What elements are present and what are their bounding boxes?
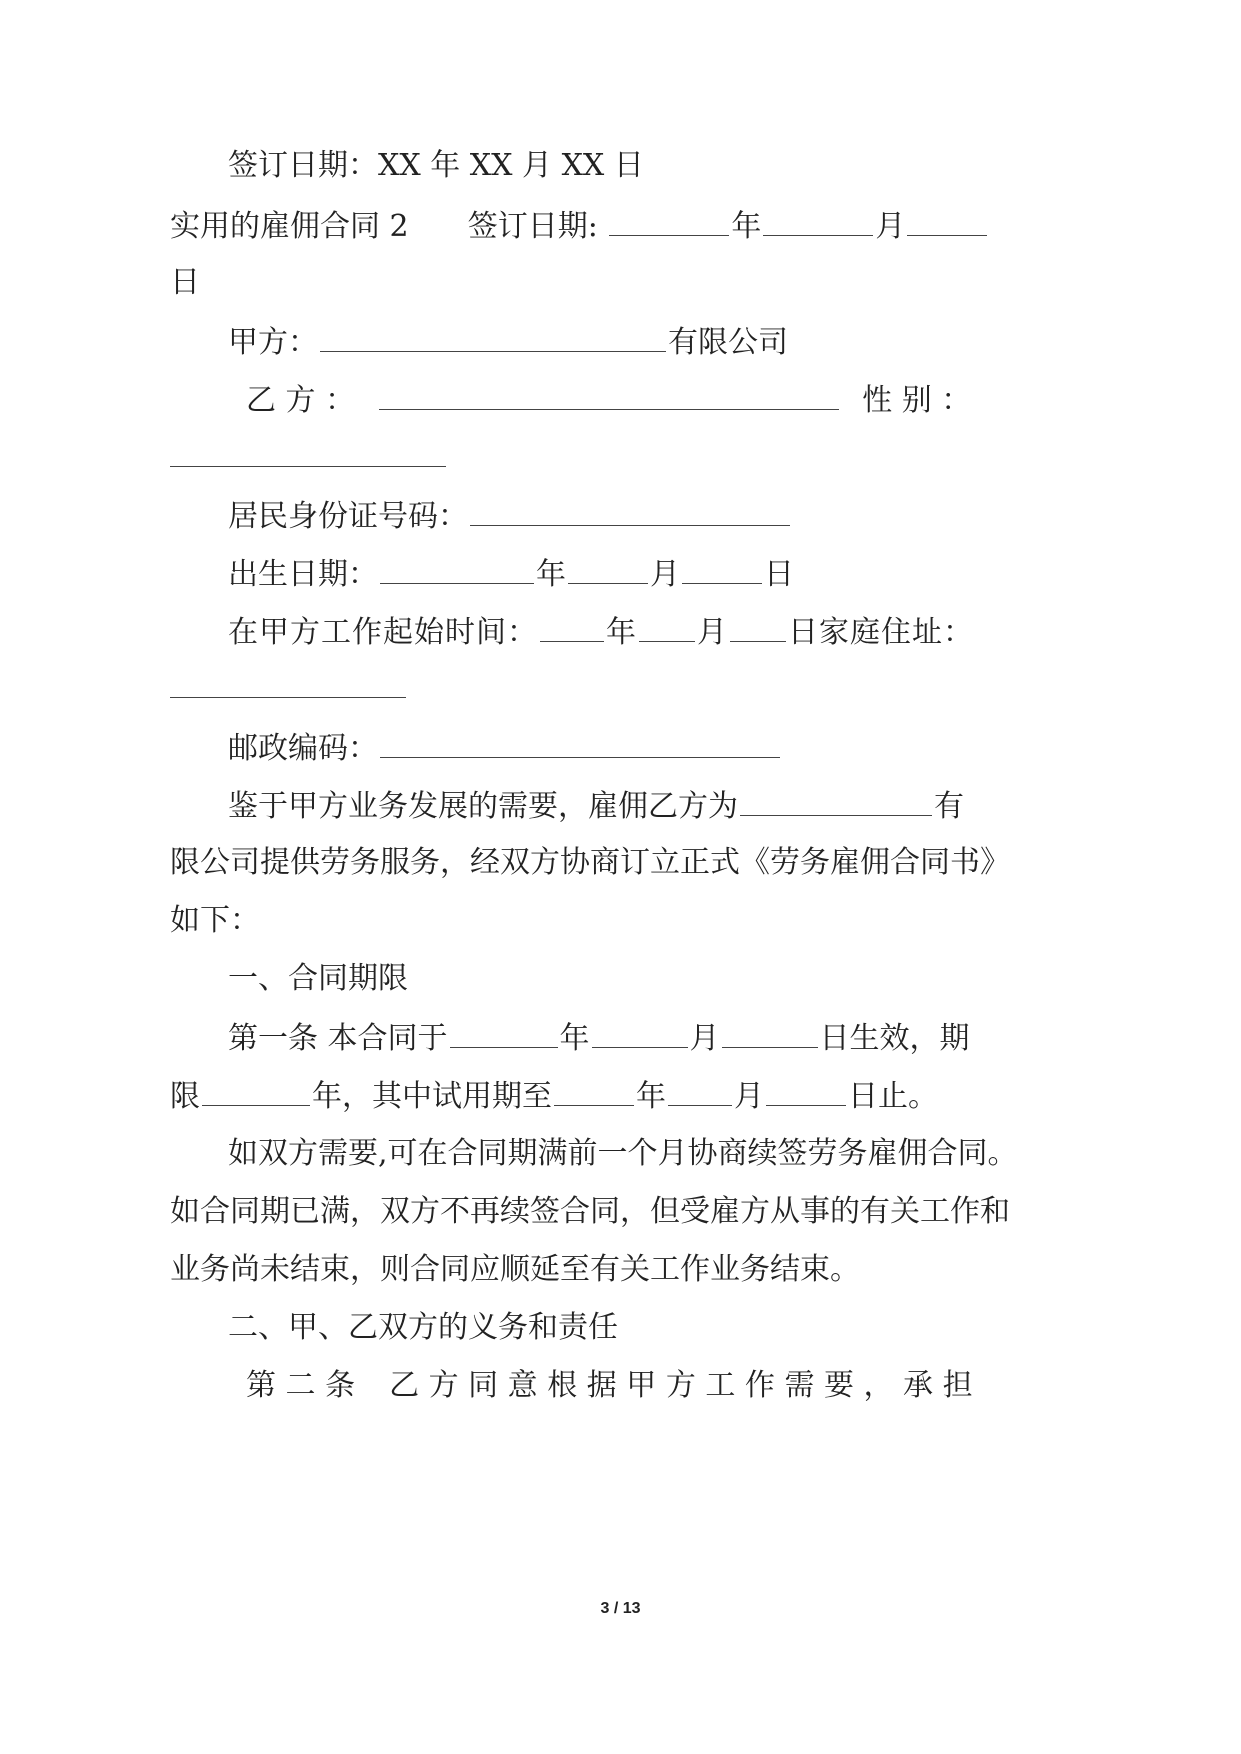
renewal-line-3 bbox=[170, 1250, 860, 1290]
probation-end-text: 日止。 bbox=[848, 1079, 938, 1114]
birth-month-label: 月 bbox=[650, 557, 680, 592]
probation-month-label: 月 bbox=[734, 1079, 764, 1114]
renewal-line-2 bbox=[170, 1192, 1010, 1232]
preamble-text-b: 有 bbox=[934, 789, 964, 824]
party-a-blank[interactable] bbox=[320, 321, 666, 352]
id-number-line bbox=[228, 495, 792, 537]
probation-day-blank[interactable] bbox=[766, 1075, 846, 1106]
section-1-heading bbox=[228, 959, 408, 999]
preamble-text-c: 限公司提供劳务服务，经双方协商订立正式《劳务雇佣合同书》 bbox=[170, 845, 1010, 880]
preamble-text-d: 如下： bbox=[170, 903, 260, 938]
gender-blank[interactable] bbox=[170, 466, 446, 467]
contract-title-line bbox=[170, 205, 989, 247]
party-b-blank[interactable] bbox=[379, 379, 839, 410]
effective-day-blank[interactable] bbox=[722, 1017, 818, 1048]
company-name-blank[interactable] bbox=[740, 785, 932, 816]
signing-date-label: 签订日期: bbox=[467, 209, 598, 244]
article-1-text-d: 日生效，期 bbox=[819, 1021, 970, 1056]
postal-code-line bbox=[228, 727, 782, 769]
renewal-text-c: 业务尚未结束，则合同应顺延至有关工作业务结束。 bbox=[170, 1252, 860, 1287]
start-year-label: 年 bbox=[606, 615, 637, 650]
signing-date-line bbox=[228, 146, 644, 186]
start-day-blank[interactable] bbox=[730, 611, 786, 642]
article-1-text-a: 第一条 本合同于 bbox=[228, 1021, 448, 1056]
birth-year-blank[interactable] bbox=[380, 553, 534, 584]
term-years-blank[interactable] bbox=[202, 1075, 310, 1106]
term-label: 限 bbox=[170, 1079, 200, 1114]
day-label: 日 bbox=[170, 265, 200, 300]
start-time-line bbox=[228, 611, 974, 653]
section-2-heading bbox=[228, 1308, 618, 1348]
start-year-blank[interactable] bbox=[540, 611, 604, 642]
probation-month-blank[interactable] bbox=[668, 1075, 732, 1106]
day-blank[interactable] bbox=[907, 205, 987, 236]
article-2-number: 第 二 条 bbox=[246, 1368, 356, 1403]
effective-month-label: 月 bbox=[689, 1021, 720, 1056]
home-address-blank[interactable] bbox=[170, 697, 406, 698]
renewal-text-a: 如双方需要,可在合同期满前一个月协商续签劳务雇佣合同。 bbox=[228, 1136, 1018, 1171]
preamble-line-1 bbox=[228, 785, 964, 827]
id-number-blank[interactable] bbox=[470, 495, 790, 526]
id-number-label: 居民身份证号码： bbox=[228, 499, 468, 534]
effective-month-blank[interactable] bbox=[592, 1017, 688, 1048]
month-label: 月 bbox=[875, 209, 906, 244]
party-b-label: 乙 方 ： bbox=[246, 383, 356, 418]
birth-month-blank[interactable] bbox=[568, 553, 648, 584]
page-number: 3 / 13 bbox=[600, 1600, 641, 1617]
section-2-title: 二、甲、乙双方的义务和责任 bbox=[228, 1310, 618, 1345]
article-1-line-2 bbox=[170, 1075, 938, 1117]
article-2-line-1 bbox=[246, 1366, 973, 1406]
signing-date-text: 签订日期：XX 年 XX 月 XX 日 bbox=[228, 148, 644, 183]
party-a-label: 甲方： bbox=[228, 325, 318, 360]
year-blank[interactable] bbox=[609, 205, 729, 236]
year-label: 年 bbox=[731, 209, 762, 244]
company-suffix: 有限公司 bbox=[668, 325, 788, 360]
gender-label: 性 别 ： bbox=[862, 383, 972, 418]
postal-code-label: 邮政编码： bbox=[228, 731, 378, 766]
birth-day-blank[interactable] bbox=[682, 553, 762, 584]
party-b-line bbox=[246, 379, 971, 421]
probation-year-blank[interactable] bbox=[554, 1075, 634, 1106]
renewal-line-1 bbox=[228, 1134, 1018, 1174]
start-month-label: 月 bbox=[697, 615, 728, 650]
birth-day-label: 日 bbox=[764, 557, 794, 592]
article-2-text: 乙 方 同 意 根 据 甲 方 工 作 需 要 ， 承 担 bbox=[389, 1368, 973, 1403]
month-blank[interactable] bbox=[763, 205, 873, 236]
home-address-label: 日家庭住址： bbox=[788, 615, 974, 650]
preamble-line-3 bbox=[170, 901, 260, 941]
renewal-text-b: 如合同期已满，双方不再续签合同，但受雇方从事的有关工作和 bbox=[170, 1194, 1010, 1229]
birth-year-label: 年 bbox=[536, 557, 566, 592]
probation-text: 年，其中试用期至 bbox=[312, 1079, 552, 1114]
preamble-text-a: 鉴于甲方业务发展的需要，雇佣乙方为 bbox=[228, 789, 738, 824]
start-month-blank[interactable] bbox=[639, 611, 695, 642]
section-1-title: 一、合同期限 bbox=[228, 961, 408, 996]
postal-code-blank[interactable] bbox=[380, 727, 780, 758]
birth-date-line bbox=[228, 553, 794, 595]
birth-date-label: 出生日期： bbox=[228, 557, 378, 592]
effective-year-label: 年 bbox=[559, 1021, 590, 1056]
probation-year-label: 年 bbox=[636, 1079, 666, 1114]
day-line bbox=[170, 263, 200, 303]
party-a-line bbox=[228, 321, 788, 363]
contract-title: 实用的雇佣合同 2 bbox=[170, 209, 409, 244]
start-time-label: 在甲方工作起始时间： bbox=[228, 615, 538, 650]
effective-year-blank[interactable] bbox=[450, 1017, 558, 1048]
article-1-line-1 bbox=[228, 1017, 970, 1059]
preamble-line-2 bbox=[170, 843, 1010, 883]
